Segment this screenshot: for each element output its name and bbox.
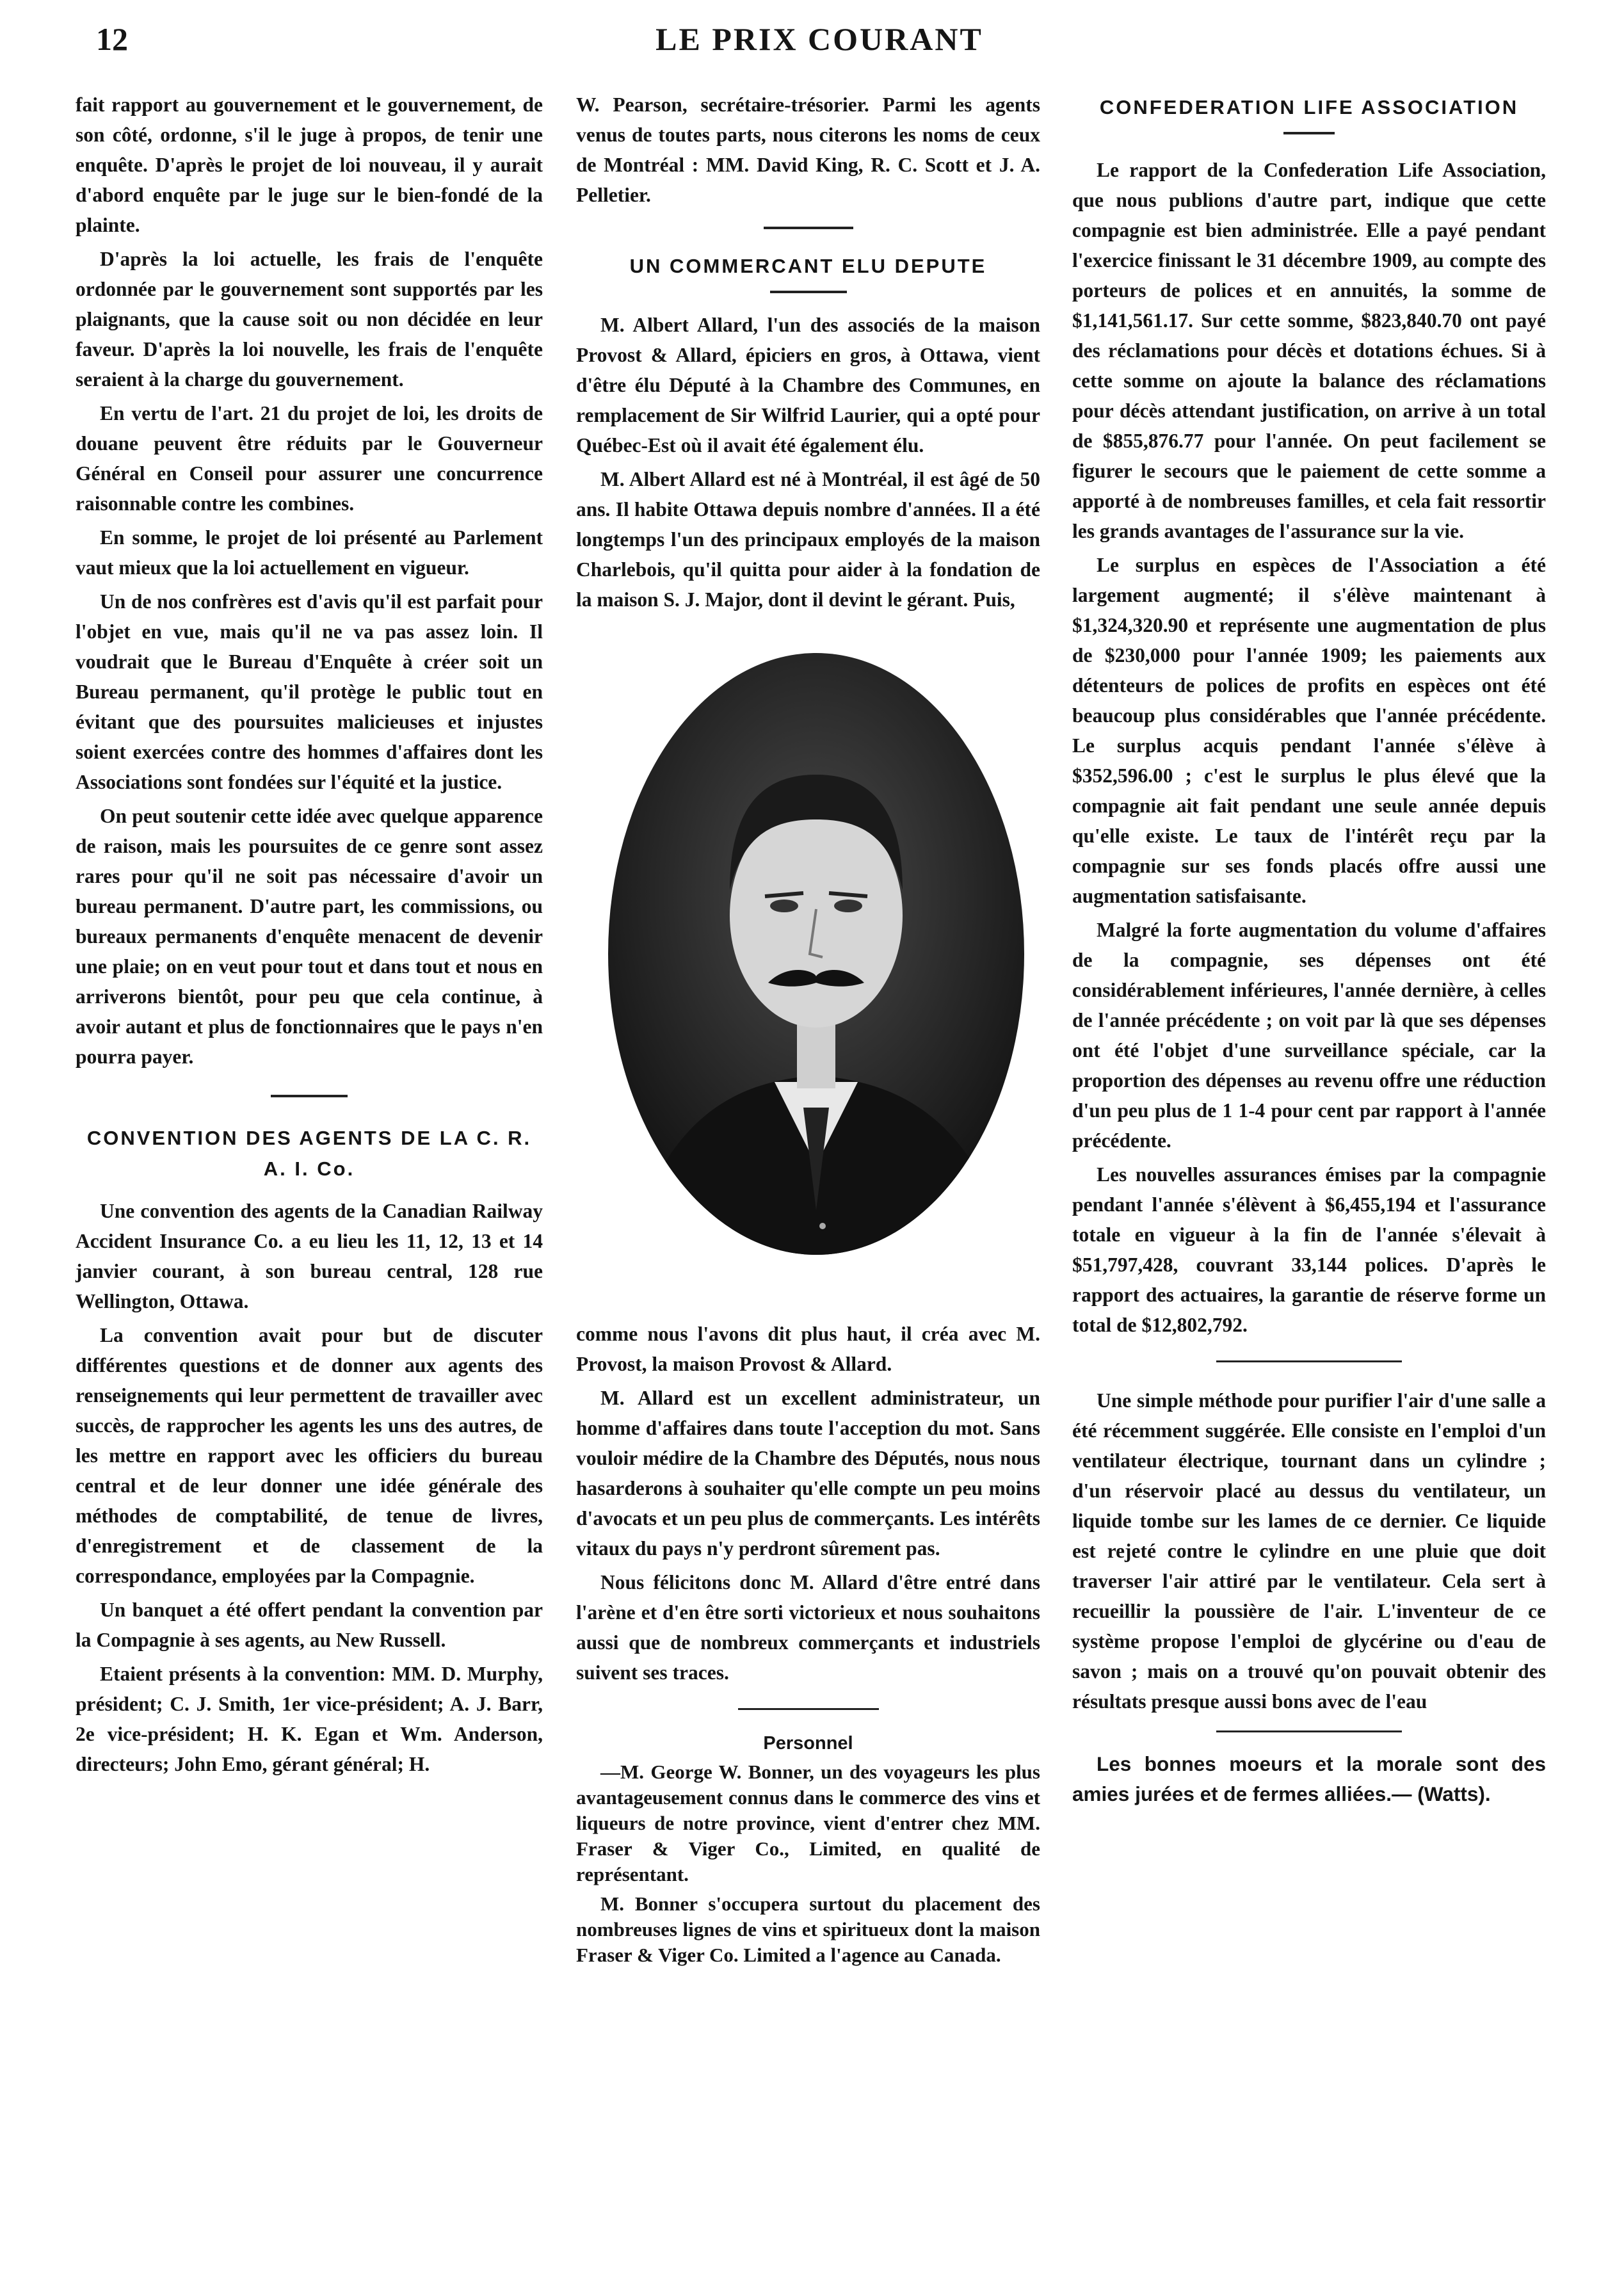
paragraph: Malgré la forte augmentation du volume d'affaires de la compagnie, ses dépenses ont été considérablement inférieures, l'année dernière, à celles de l'année précédente ; on voit par là que ses dépenses ont été l'objet d'une surveillance spéciale, car la proportion des dépenses au revenu offre une réduction d'un peu plus de 1 1-4 pour cent par rapport à l'année précédente. — [1072, 919, 1546, 1152]
paragraph: Un banquet a été offert pendant la convention par la Compagnie à ses agents, au New Russell. — [76, 1599, 543, 1651]
page-number: 12 — [96, 21, 128, 57]
journal-title: LE PRIX COURANT — [655, 21, 983, 57]
paragraph: Un de nos confrères est d'avis qu'il est parfait pour l'objet en vue, mais qu'il ne va pas assez loin. Il voudrait que le Bureau d'Enquête à créer soit un Bureau permanent, qu'il protège le public tout en évitant que des poursuites malicieuses et injustes soient exercées contre des hommes d'affaires dont les Associations sont fondées sur l'équité et la justice. — [76, 590, 543, 793]
section-divider — [1216, 1360, 1402, 1362]
portrait-photo — [583, 634, 1043, 1300]
paragraph: Nous félicitons donc M. Allard d'être entré dans l'arène et d'en être sorti victorieux et nous souhaitons aussi que de nombreux commerçants et industriels suivent ses traces. — [576, 1571, 1040, 1684]
paragraph: En somme, le projet de loi présenté au Parlement vaut mieux que la loi actuellement en vigueur. — [76, 526, 543, 579]
paragraph: fait rapport au gouvernement et le gouvernement, de son côté, ordonne, s'il le juge à propos, de tenir une enquête. D'après le projet de loi nouveau, il y aurait d'abord enquête par le juge sur le bien-fondé de la plainte. — [76, 93, 543, 236]
article-heading-convention: CONVENTION DES AGENTS DE LA C. R. A. I. Co. — [86, 1127, 532, 1180]
section-divider — [764, 227, 853, 229]
column-right — [1072, 90, 1546, 1813]
paragraph: M. Allard est un excellent administrateur, un homme d'affaires dans toute l'acception du mot. Sans vouloir médire de la Chambre des Députés, nous nous hasarderons à souhaiter qu'elle compte un peu moins d'avocats et un peu plus de commerçants. Les intérêts vitaux du pays n'y perdront sûrement pas. — [576, 1387, 1040, 1560]
paragraph: comme nous l'avons dit plus haut, il créa avec M. Provost, la maison Provost & Allard. — [576, 1323, 1040, 1375]
paragraph: M. Bonner s'occupera surtout du placement des nombreuses lignes de vins et spiritueux dont la maison Fraser & Viger Co. Limited a l'agence au Canada. — [576, 1892, 1040, 1966]
article-heading-depute: UN COMMERCANT ELU DEPUTE — [629, 255, 987, 277]
paragraph: M. Albert Allard est né à Montréal, il est âgé de 50 ans. Il habite Ottawa depuis nombre d'années. Il a été longtemps l'un des principaux employés de la maison Charlebois, qu'il quitta pour aider à la fondation de la maison S. J. Major, dont il devint le gérant. Puis, — [576, 468, 1040, 611]
paragraph: Etaient présents à la convention: MM. D. Murphy, président; C. J. Smith, 1er vice-président; A. J. Barr, 2e vice-président; H. K. Egan et Wm. Anderson, directeurs; John Emo, gérant général; H. — [76, 1663, 543, 1775]
paragraph: D'après la loi actuelle, les frais de l'enquête ordonnée par le gouvernement sont supportés par les plaignants, que la cause soit ou non décidée en leur faveur. D'après la loi nouvelle, les frais de l'enquête seraient à la charge du gouvernement. — [76, 248, 543, 391]
personnel-heading: Personnel — [763, 1733, 853, 1754]
paragraph: Une convention des agents de la Canadian Railway Accident Insurance Co. a eu lieu les 11, 12, 13 et 14 janvier courant, à son bureau central, 128 rue Wellington, Ottawa. — [76, 1200, 543, 1312]
section-divider — [738, 1708, 879, 1710]
portrait-image — [583, 634, 1043, 1300]
heading-underline — [1283, 132, 1335, 134]
heading-underline — [770, 291, 847, 293]
section-divider — [1216, 1730, 1402, 1732]
column-left — [76, 90, 543, 1783]
paragraph: Le rapport de la Confederation Life Association, que nous publions d'autre part, indique que cette compagnie est bien administrée. Elle a payé pendant l'exercice finissant le 31 décembre 1909, au compte des porteurs de polices et en annuités, la somme de $1,141,561.17. Sur cette somme, $823,840.70 ont payé des réclamations pour décès et dotations échues. Si à cette somme on ajoute la balance des réclamations pour décès attendant justification, on arrive à un total de $855,876.77 pour l'année. On peut facilement se figurer le secours que le paiement de cette somme a apporté à de nombreuses familles, et cela fait ressortir les grands avantages de l'assurance sur la vie. — [1072, 159, 1546, 542]
paragraph: Le surplus en espèces de l'Association a été largement augmenté; il s'élève maintenant à $1,324,320.90 et représente une augmentation de plus de $230,000 pour l'année 1909; les paiements aux détenteurs de polices de profits en espèces ont été beaucoup plus considérables que l'année précédente. Le surplus acquis pendant l'année s'élève à $352,596.00 ; c'est le surplus le plus élevé que la compagnie ait fait pendant une seule année depuis qu'elle existe. Le taux de l'intérêt reçu par la compagnie sur ses fonds placés offre aussi une augmentation satisfaisante. — [1072, 554, 1546, 907]
quotation: Les bonnes moeurs et la morale sont des amies jurées et de fermes alliées.— (Watts). — [1072, 1752, 1546, 1805]
paragraph: La convention avait pour but de discuter différentes questions et de donner aux agents des renseignements qui leur permettent de travailler avec succès, de rapprocher les agents les uns des autres, de les mettre en rapport avec les officiers du bureau central et de leur donner une idée générale des méthodes de comptabilité, de tenue de livres, d'enregistrement et de classement de la correspondance, employées par la Compagnie. — [76, 1324, 543, 1587]
paragraph: Les nouvelles assurances émises par la compagnie pendant l'année s'élèvent à $6,455,194 et l'assurance totale en vigueur à la fin de l'année s'élevait à $51,797,428, couvrant 33,144 polices. D'après le rapport des actuaires, la garantie de réserve forme un total de $12,802,792. — [1072, 1163, 1546, 1336]
paragraph: M. Albert Allard, l'un des associés de la maison Provost & Allard, épiciers en gros, à Ottawa, vient d'être élu Député à la Chambre des Communes, en remplacement de Sir Wilfrid Laurier, qui a opté pour Québec-Est où il avait été également élu. — [576, 314, 1040, 456]
column-middle — [576, 90, 1040, 1972]
paragraph: En vertu de l'art. 21 du projet de loi, les droits de douane peuvent être réduits par le Gouverneur Général en Conseil pour assurer une concurrence raisonnable contre les combines. — [76, 402, 543, 515]
paragraph: —M. George W. Bonner, un des voyageurs les plus avantageusement connus dans le commerce des vins et liqueurs de notre province, vient d'entrer chez MM. Fraser & Viger Co., Limited, en qualité de représentant. — [576, 1761, 1040, 1885]
paragraph: W. Pearson, secrétaire-trésorier. Parmi les agents venus de toutes parts, nous citerons les noms de ceux de Montréal : MM. David King, R. C. Scott et J. A. Pelletier. — [576, 93, 1040, 206]
section-divider — [271, 1095, 348, 1097]
paragraph: Une simple méthode pour purifier l'air d'une salle a été récemment suggérée. Elle consiste en l'emploi d'un ventilateur électrique, tournant dans un cylindre ; d'un réservoir placé au dessus du ventilateur, un liquide tombe sur les lames de ce dernier. Ce liquide est rejeté contre le cylindre en une pluie que doit traverser l'air attiré par le ventilateur. Cela sert à recueillir la poussière de l'air. L'inventeur de ce système propose l'emploi de glycérine ou d'eau de savon ; mais on a trouvé qu'on pouvait obtenir des résultats presque aussi bons avec de l'eau — [1072, 1389, 1546, 1713]
paragraph: On peut soutenir cette idée avec quelque apparence de raison, mais les poursuites de ce genre sont assez rares pour qu'il ne soit pas nécessaire d'avoir un bureau permanent. D'autre part, les commissions, ou bureaux permanents d'enquête menacent de devenir une plaie; on en veut pour tout et dans tout et nous en arriverons bientôt, pour peu que cela continue, à avoir autant et plus de fonctionnaires que le pays n'en pourra payer. — [76, 805, 543, 1068]
article-heading-confederation: CONFEDERATION LIFE ASSOCIATION — [1099, 96, 1519, 118]
